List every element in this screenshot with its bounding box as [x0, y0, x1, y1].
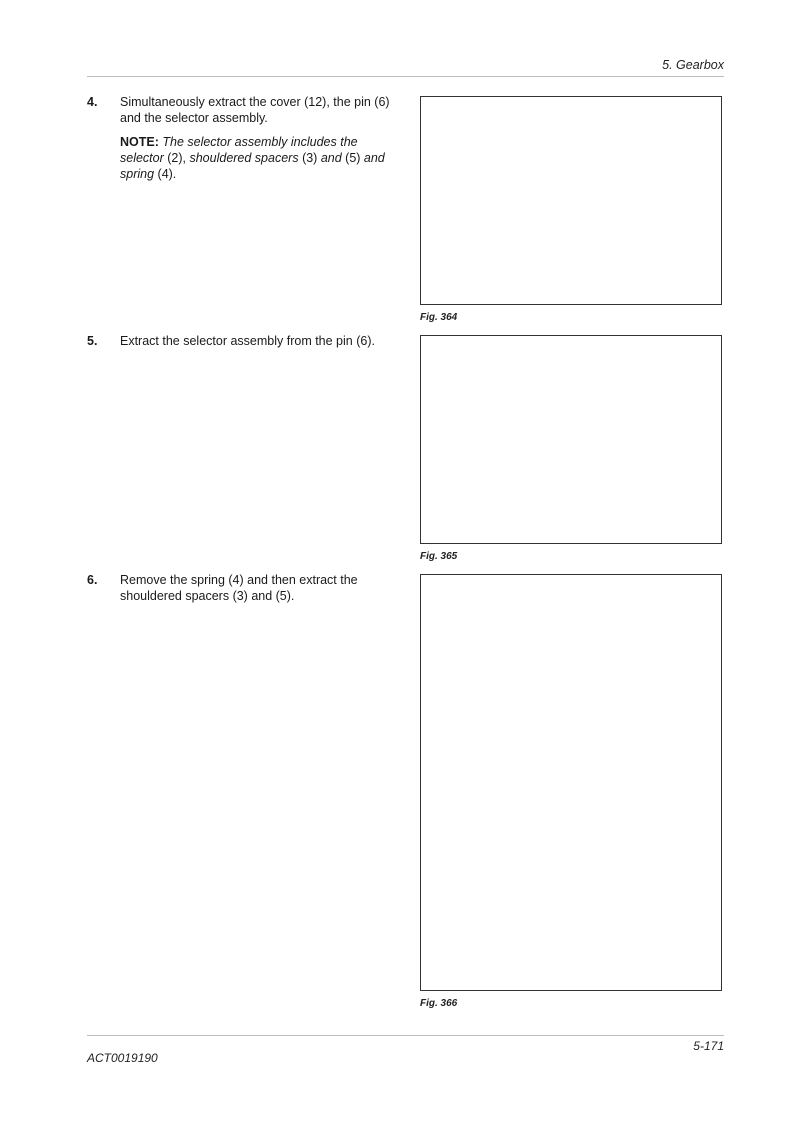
header-divider — [87, 76, 724, 77]
step-5 — [87, 333, 392, 349]
figure-caption: Fig. 364 — [420, 312, 458, 323]
figure-caption: Fig. 366 — [420, 998, 458, 1009]
step-note — [120, 134, 392, 182]
step-body — [120, 333, 392, 349]
step-body — [120, 94, 392, 182]
note-text: and spring — [120, 151, 385, 181]
step-body — [120, 572, 392, 604]
step-number: 4. — [87, 95, 98, 109]
step-number: 5. — [87, 334, 98, 348]
figure-365-image — [420, 335, 722, 544]
step-text: Simultaneously extract the cover (12), the pin (6) and the selector assembly. — [120, 95, 390, 125]
note-text: and — [320, 151, 346, 165]
section-header: 5. Gearbox — [662, 58, 724, 72]
note-text: shouldered spacers — [189, 151, 303, 165]
step-number: 6. — [87, 573, 98, 587]
figure-364-image — [420, 96, 722, 305]
note-ref: (5) — [345, 151, 364, 165]
note-ref: (4). — [157, 167, 177, 181]
step-6 — [87, 572, 392, 604]
page-number: 5-171 — [693, 1039, 724, 1053]
footer-divider — [87, 1035, 724, 1036]
figure-366-image — [420, 574, 722, 991]
note-label: NOTE: — [120, 135, 159, 149]
note-ref: (3) — [302, 151, 321, 165]
figure-caption: Fig. 365 — [420, 551, 458, 562]
step-text: Remove the spring (4) and then extract the shouldered spacers (3) and (5). — [120, 573, 358, 603]
note-ref: (2), — [167, 151, 190, 165]
step-text: Extract the selector assembly from the pin (6). — [120, 334, 375, 348]
document-id: ACT0019190 — [87, 1051, 158, 1065]
note-text: The selector assembly includes the selector — [120, 135, 358, 165]
step-4 — [87, 94, 392, 182]
